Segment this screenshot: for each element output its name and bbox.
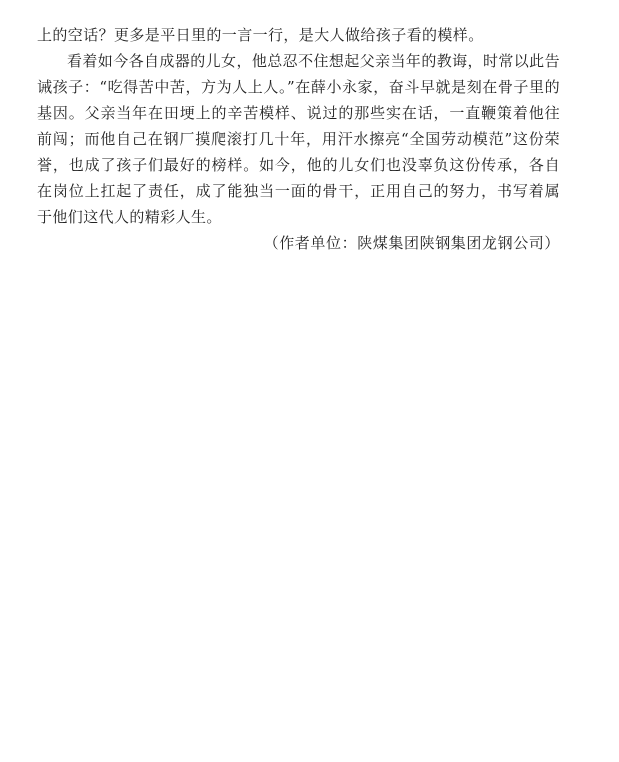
- author-byline: （作者单位：陕煤集团陕钢集团龙钢公司）: [263, 234, 560, 252]
- paragraph-main: 看着如今各自成器的儿女，他总忍不住想起父亲当年的教诲，时常以此告诫孩子：“吃得苦中苦，方为人上人。”在薛小永家，奋斗早就是刻在骨子里的基因。父亲当年在田埂上的辛苦模样、说过的那些实在话，一直鞭策着他往前闯；而他自己在钢厂摸爬滚打几十年，用汗水擦亮“全国劳动模范”这份荣誉，也成了孩子们最好的榜样。如今，他的儿女们也没辜负这份传承，各自在岗位上扛起了责任，成了能独当一面的骨干，正用自己的努力，书写着属于他们这代人的精彩人生。: [37, 52, 560, 226]
- paragraph-continuation: 上的空话？更多是平日里的一言一行，是大人做给孩子看的模样。: [37, 26, 484, 44]
- article-body: [37, 22, 560, 256]
